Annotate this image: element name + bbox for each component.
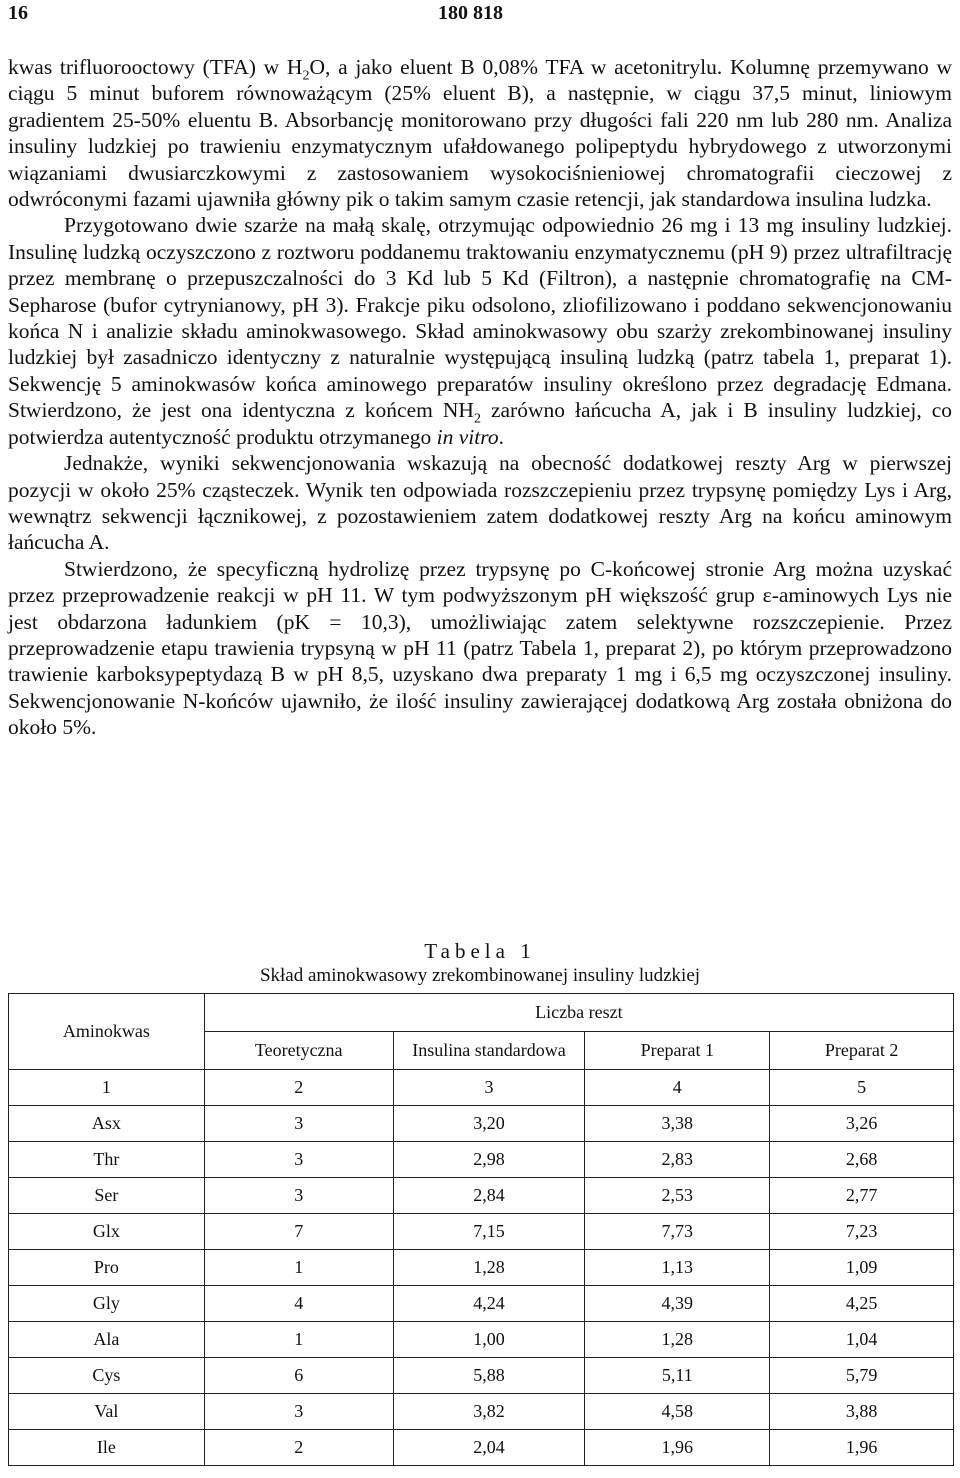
table-cell: 2 — [204, 1070, 393, 1106]
table-row — [9, 1430, 954, 1466]
paragraph-2 — [8, 212, 952, 450]
table-cell: Ile — [9, 1430, 205, 1466]
table-row — [9, 1178, 954, 1214]
header-aminokwas: Aminokwas — [9, 994, 205, 1070]
table-row — [9, 1070, 954, 1106]
table-cell: 1 — [9, 1070, 205, 1106]
table-cell: 5 — [770, 1070, 954, 1106]
table-row — [9, 1106, 954, 1142]
table-cell: 1,28 — [585, 1322, 770, 1358]
table-cell: 3,20 — [393, 1106, 585, 1142]
table-cell: 3 — [393, 1070, 585, 1106]
table-label: Tabela 1 — [424, 939, 536, 963]
table-caption — [0, 938, 960, 988]
subscript: 2 — [302, 68, 310, 84]
table-cell: Gly — [9, 1286, 205, 1322]
table-row — [9, 1250, 954, 1286]
body-text — [8, 54, 952, 741]
table-row — [9, 1142, 954, 1178]
column-header: Teoretyczna — [204, 1032, 393, 1070]
table-title: Skład aminokwasowy zrekombinowanej insuliny ludzkiej — [259, 965, 701, 986]
column-header: Preparat 1 — [585, 1032, 770, 1070]
header-group: Liczba reszt — [204, 994, 953, 1032]
table-cell: Val — [9, 1394, 205, 1430]
table-body — [9, 1070, 954, 1466]
table-cell: 5,88 — [393, 1358, 585, 1394]
table-row — [9, 1322, 954, 1358]
table-cell: Cys — [9, 1358, 205, 1394]
table-cell: 1,96 — [770, 1430, 954, 1466]
paragraph-3: Jednakże, wyniki sekwencjonowania wskazują na obecność dodatkowej reszty Arg w pierwszej pozycji w około 25% cząsteczek. Wynik ten odpowiada rozszczepieniu przez trypsynę pomiędzy Lys i Arg, wewnątrz sekwencji łącznikowej, z pozostawieniem zatem dodatkowej reszty Arg na końcu aminowym łańcucha A. — [8, 451, 952, 555]
table-cell: 2,04 — [393, 1430, 585, 1466]
column-header: Preparat 2 — [770, 1032, 954, 1070]
table-cell: 3,26 — [770, 1106, 954, 1142]
table-cell: 7 — [204, 1214, 393, 1250]
paragraph-4: Stwierdzono, że specyficzną hydrolizę przez trypsynę po C-końcowej stronie Arg można uzyskać przez przeprowadzenie reakcji w pH 11. W tym podwyższonym pH większość grup ε-aminowych Lys nie jest obdarzona ładunkiem (pK = 10,3), umożliwiając zatem selektywne rozszczepienie. Przez przeprowadzenie etapu trawienia trypsyną w pH 11 (patrz Tabela 1, preparat 2), po którym przeprowadzono trawienie karboksypeptydazą B w pH 8,5, uzyskano dwa preparaty 1 mg i 6,5 mg oczyszczonej insuliny. Sekwencjonowanie N-końców ujawniło, że ilość insuliny zawierającej dodatkową Arg została obniżona do około 5%. — [8, 556, 952, 740]
table-cell: Asx — [9, 1106, 205, 1142]
table-cell: 1,04 — [770, 1322, 954, 1358]
table-cell: 3 — [204, 1178, 393, 1214]
italic-term: in vitro — [436, 424, 499, 449]
table-cell: 3,38 — [585, 1106, 770, 1142]
table-cell: Ser — [9, 1178, 205, 1214]
table-cell: 1,28 — [393, 1250, 585, 1286]
paragraph-2-text-b: zarówno łańcucha A, jak i B insuliny ludzkiej, co potwierdza autentyczność produktu otrzymanego — [8, 398, 953, 449]
table-cell: 3,88 — [770, 1394, 954, 1430]
table-cell: 1,96 — [585, 1430, 770, 1466]
paragraph-2-text-c: . — [498, 424, 504, 449]
table-row — [9, 1394, 954, 1430]
table-cell: 4 — [585, 1070, 770, 1106]
table-cell: 1 — [204, 1322, 393, 1358]
column-header: Insulina standardowa — [393, 1032, 585, 1070]
table-cell: 5,79 — [770, 1358, 954, 1394]
table-cell: 7,15 — [393, 1214, 585, 1250]
table-row — [9, 1286, 954, 1322]
table-row — [9, 1214, 954, 1250]
table-cell: 7,23 — [770, 1214, 954, 1250]
table-cell: 2,83 — [585, 1142, 770, 1178]
table-cell: Ala — [9, 1322, 205, 1358]
table-cell: 1 — [204, 1250, 393, 1286]
table-cell: 7,73 — [585, 1214, 770, 1250]
table-cell: 3 — [204, 1394, 393, 1430]
table-cell: 4,39 — [585, 1286, 770, 1322]
table-cell: Thr — [9, 1142, 205, 1178]
table-cell: 3 — [204, 1142, 393, 1178]
table-cell: 1,13 — [585, 1250, 770, 1286]
table-cell: 1,09 — [770, 1250, 954, 1286]
table-cell: 2,77 — [770, 1178, 954, 1214]
table-row — [9, 1358, 954, 1394]
subscript: 2 — [473, 411, 481, 427]
paragraph-1-text-a: kwas trifluorooctowy (TFA) w H — [8, 55, 303, 79]
table-cell: 5,11 — [585, 1358, 770, 1394]
paragraph-1 — [8, 54, 952, 212]
table-cell: 2,68 — [770, 1142, 954, 1178]
table-cell: 4 — [204, 1286, 393, 1322]
paragraph-2-text-a: Przygotowano dwie szarże na małą skalę, otrzymując odpowiednio 26 mg i 13 mg insuliny ludzkiej. Insulinę ludzką oczyszczono z roztworu poddanemu traktowaniu enzymatycznemu (pH 9) przez ultrafiltrację przez membranę o przepuszczalności do 3 Kd lub 5 Kd (Filtron), a następnie chromatografię na CM-Sepharose (bufor cytrynianowy, pH 3). Frakcje piku odsolono, zliofilizowano i poddano sekwencjonowaniu końca N i analizie składu aminokwasowego. Skład aminokwasowy obu szarży zrekombinowanej insuliny ludzkiej był zasadniczo identyczny z naturalnie występującą insuliną ludzką (patrz tabela 1, preparat 1). Sekwencję 5 aminokwasów końca aminowego preparatów insuliny określono przez degradację Edmana. Stwierdzono, że jest ona identyczna z końcem NH — [8, 213, 952, 423]
table-cell: 3 — [204, 1106, 393, 1142]
document-number: 180 818 — [438, 2, 503, 24]
table-cell: 4,25 — [770, 1286, 954, 1322]
table-cell: Glx — [9, 1214, 205, 1250]
table-cell: 4,24 — [393, 1286, 585, 1322]
table-cell: 4,58 — [585, 1394, 770, 1430]
paragraph-1-text-b: O, a jako eluent B 0,08% TFA w acetonitrylu. Kolumnę przemywano w ciągu 5 minut buforem równoważącym (25% eluent B), a następnie, w ciągu 37,5 minut, liniowym gradientem 25-50% eluentu B. Absorbancję monitorowano przy długości fali 220 nm lub 280 nm. Analiza insuliny ludzkiej po trawieniu enzymatycznym ufałdowanego polipeptydu hybrydowego z utworzonymi wiązaniami dwusiarczkowymi z zastosowaniem wysokociśnieniowej chromatografii cieczowej z odwróconymi fazami ujawniła główny pik o takim samym czasie retencji, jak standardowa insulina ludzka. — [8, 55, 952, 212]
table-cell: 1,00 — [393, 1322, 585, 1358]
table-cell: 6 — [204, 1358, 393, 1394]
table-cell: Pro — [9, 1250, 205, 1286]
table-cell: 3,82 — [393, 1394, 585, 1430]
table-cell: 2 — [204, 1430, 393, 1466]
page-number: 16 — [8, 2, 28, 24]
amino-acid-table — [8, 993, 954, 1466]
table-cell: 2,53 — [585, 1178, 770, 1214]
page-header — [8, 0, 952, 34]
table-cell: 2,84 — [393, 1178, 585, 1214]
table-cell: 2,98 — [393, 1142, 585, 1178]
